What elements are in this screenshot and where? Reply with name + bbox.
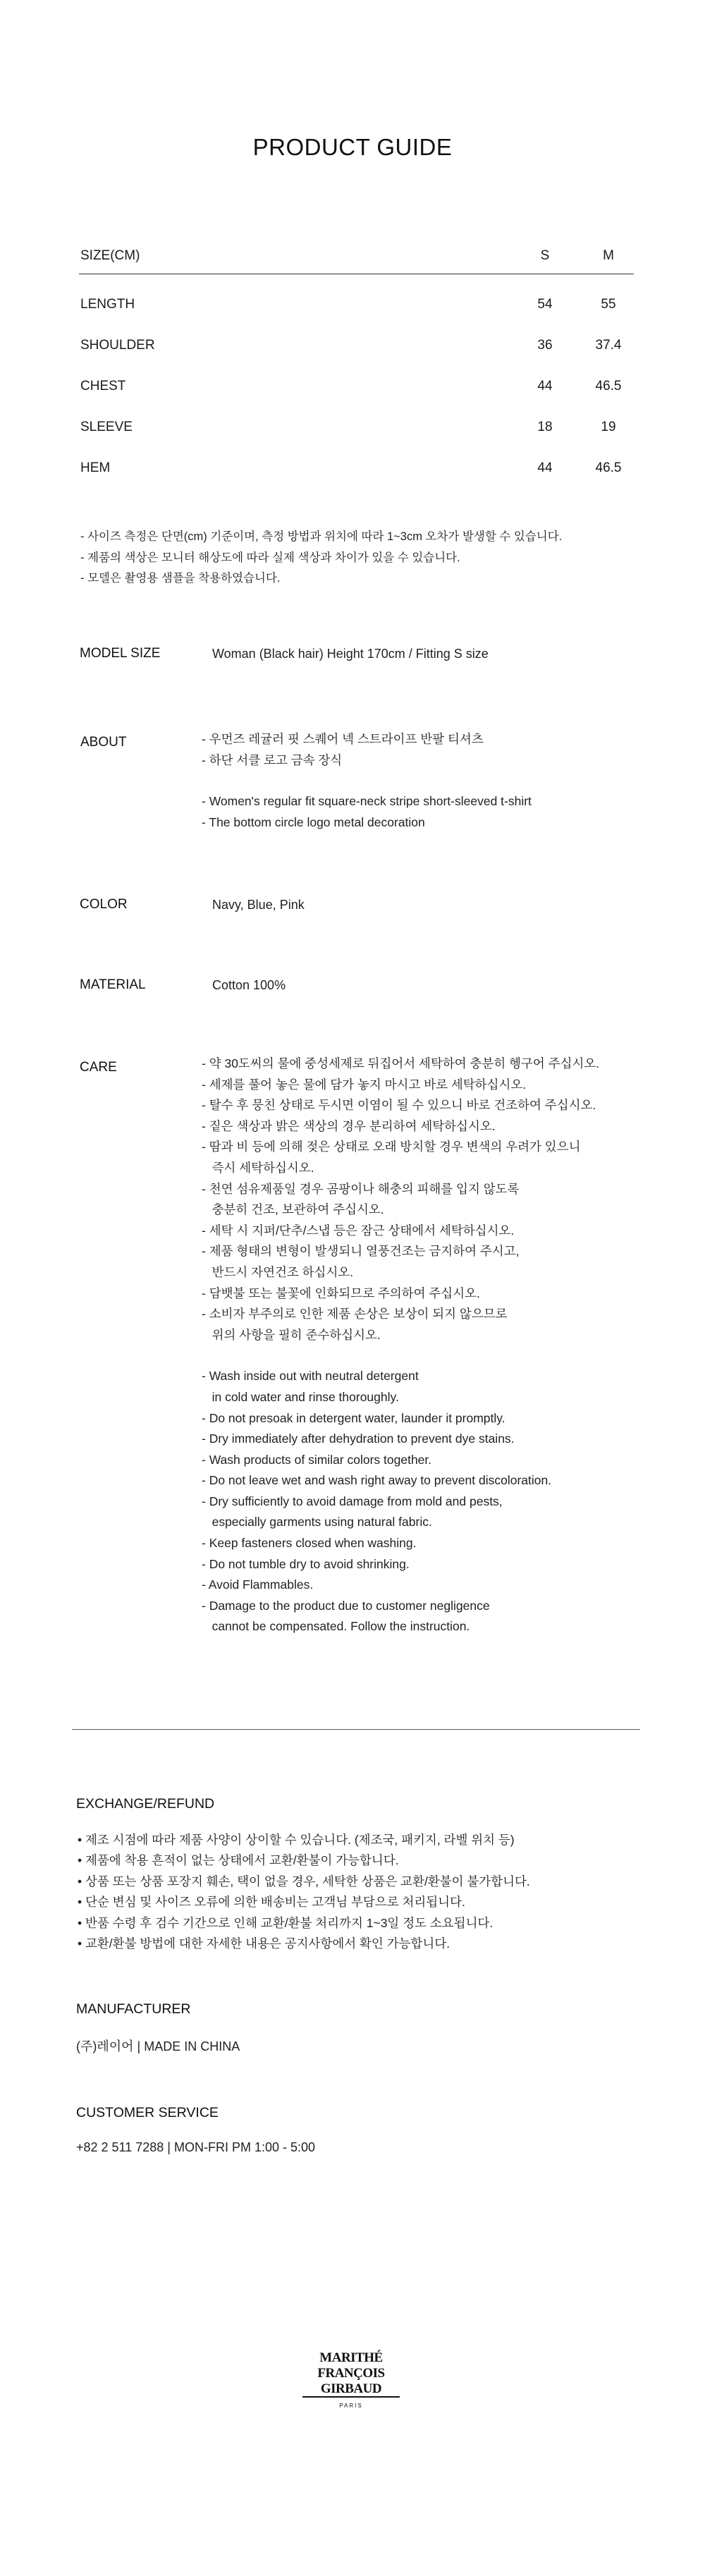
row-label: SHOULDER <box>80 338 155 353</box>
about-line: - Women's regular fit square-neck stripe short-sleeved t-shirt <box>202 794 532 809</box>
care-line: 반드시 자연건조 하십시오. <box>202 1264 354 1279</box>
about-line: - 우먼즈 레귤러 핏 스퀘어 넥 스트라이프 반팔 티셔츠 <box>202 732 484 746</box>
material-label: MATERIAL <box>80 977 146 992</box>
care-line: - Do not leave wet and wash right away to prevent discoloration. <box>202 1473 552 1488</box>
note-line: - 모델은 촬영용 샘플을 착용하였습니다. <box>80 572 281 585</box>
care-line: - Avoid Flammables. <box>202 1577 314 1592</box>
spacer <box>202 771 532 791</box>
list-item: • 제조 시점에 따라 제품 사양이 상이할 수 있습니다. (제조국, 패키지, 라벨 위치 등) <box>78 1833 515 1847</box>
logo-line-3: GIRBAUD <box>320 2381 382 2396</box>
page-title: PRODUCT GUIDE <box>252 134 453 160</box>
manufacturer-value: (주)레이어 | MADE IN CHINA <box>76 2039 240 2053</box>
model-size-label: MODEL SIZE <box>80 646 161 661</box>
list-item: • 상품 또는 상품 포장지 훼손, 택이 없을 경우, 세탁한 상품은 교환/환불이 불가합니다. <box>78 1874 530 1888</box>
care-line: - 짙은 색상과 밝은 색상의 경우 분리하여 세탁하십시오. <box>202 1118 496 1133</box>
care-line: 즉시 세탁하십시오. <box>202 1160 314 1175</box>
row-s-value: 44 <box>537 460 553 475</box>
care-line: especially garments using natural fabric. <box>202 1515 432 1530</box>
care-line: - Do not tumble dry to avoid shrinking. <box>202 1556 410 1571</box>
row-m-value: 46.5 <box>595 379 622 393</box>
table-row <box>79 407 634 448</box>
care-line: in cold water and rinse thoroughly. <box>202 1389 399 1404</box>
about-line: - The bottom circle logo metal decoration <box>202 814 425 829</box>
care-line: - 약 30도씨의 물에 중성세제로 뒤집어서 세탁하여 충분히 헹구어 주십시오. <box>202 1056 600 1070</box>
care-line: - Wash inside out with neutral detergent <box>202 1369 419 1384</box>
care-line: - Keep fasteners closed when washing. <box>202 1536 417 1551</box>
row-s-value: 44 <box>537 379 553 393</box>
row-label: LENGTH <box>80 297 135 312</box>
care-line: - Dry sufficiently to avoid damage from mold and pests, <box>202 1494 503 1508</box>
row-s-value: 36 <box>537 338 553 353</box>
care-line: 충분히 건조, 보관하여 주십시오. <box>202 1202 384 1217</box>
exchange-refund-heading: EXCHANGE/REFUND <box>76 1796 215 1812</box>
note-line: - 제품의 색상은 모니터 해상도에 따라 실제 색상과 차이가 있을 수 있습니다. <box>80 551 460 564</box>
care-line: - 제품 형태의 변형이 발생되니 열풍건조는 금지하여 주시고, <box>202 1244 520 1259</box>
row-m-value: 37.4 <box>595 338 622 353</box>
list-item: • 교환/환불 방법에 대한 자세한 내용은 공지사항에서 확인 가능합니다. <box>78 1936 450 1951</box>
row-s-value: 54 <box>537 297 553 312</box>
row-m-value: 19 <box>601 420 616 434</box>
care-line: - 탈수 후 뭉친 상태로 두시면 이염이 될 수 있으니 바로 건조하여 주십시오. <box>202 1098 596 1113</box>
manufacturer-heading: MANUFACTURER <box>76 2001 191 2017</box>
row-label: SLEEVE <box>80 420 133 434</box>
customer-service-value: +82 2 511 7288 | MON-FRI PM 1:00 - 5:00 <box>76 2140 316 2154</box>
row-label: CHEST <box>80 379 126 393</box>
material-value: Cotton 100% <box>212 978 286 992</box>
care-line: - 담뱃불 또는 불꽃에 인화되므로 주의하여 주십시오. <box>202 1286 480 1300</box>
table-row <box>79 325 634 366</box>
size-header-s: S <box>540 248 550 263</box>
size-notes <box>80 527 562 590</box>
about-text <box>202 729 532 833</box>
care-line: - Wash products of similar colors together. <box>202 1452 432 1467</box>
model-size-value: Woman (Black hair) Height 170cm / Fitting S size <box>212 647 489 661</box>
care-line: - Do not presoak in detergent water, launder it promptly. <box>202 1410 505 1425</box>
row-s-value: 18 <box>537 420 553 434</box>
table-row <box>79 366 634 407</box>
care-text <box>202 1054 599 1637</box>
care-line: - 천연 섬유제품일 경우 곰팡이나 해충의 피해를 입지 않도록 <box>202 1181 520 1196</box>
about-line: - 하단 서클 로고 금속 장식 <box>202 752 343 767</box>
care-line: - 세제를 풀어 놓은 물에 담가 놓지 마시고 바로 세탁하십시오. <box>202 1077 527 1092</box>
color-value: Navy, Blue, Pink <box>212 898 305 912</box>
list-item: • 제품에 착용 흔적이 없는 상태에서 교환/환불이 가능합니다. <box>78 1853 399 1868</box>
logo-sub: PARIS <box>339 2403 363 2409</box>
care-label: CARE <box>80 1060 117 1075</box>
care-line: - Damage to the product due to customer negligence <box>202 1598 490 1613</box>
list-item: • 단순 변심 및 사이즈 오류에 의한 배송비는 고객님 부담으로 처리됩니다. <box>78 1895 465 1910</box>
about-label: ABOUT <box>80 735 127 750</box>
section-divider <box>72 1729 640 1730</box>
care-line: - 땀과 비 등에 의해 젖은 상태로 오래 방치할 경우 변색의 우려가 있으니 <box>202 1140 581 1154</box>
table-row <box>79 448 634 489</box>
table-row <box>79 284 634 325</box>
color-label: COLOR <box>80 897 128 912</box>
care-line: - 소비자 부주의로 인한 제품 손상은 보상이 되지 않으므로 <box>202 1307 508 1321</box>
care-line: - 세탁 시 지퍼/단추/스냅 등은 잠근 상태에서 세탁하십시오. <box>202 1223 515 1238</box>
customer-service-heading: CUSTOMER SERVICE <box>76 2105 219 2120</box>
size-header-m: M <box>603 248 614 263</box>
row-label: HEM <box>80 460 111 475</box>
exchange-refund-list <box>78 1830 530 1954</box>
size-table-header <box>79 248 634 274</box>
care-line: cannot be compensated. Follow the instruction. <box>202 1619 470 1634</box>
logo-line-2: FRANÇOIS <box>317 2366 385 2381</box>
care-line: - Dry immediately after dehydration to prevent dye stains. <box>202 1432 515 1446</box>
row-m-value: 46.5 <box>595 460 622 475</box>
size-header-label: SIZE(CM) <box>80 248 140 263</box>
care-line: 위의 사항을 필히 준수하십시오. <box>202 1327 381 1342</box>
row-m-value: 55 <box>601 297 616 312</box>
list-item: • 반품 수령 후 검수 기간으로 인해 교환/환불 처리까지 1~3일 정도 소요됩니다. <box>78 1915 494 1930</box>
size-table <box>79 248 634 489</box>
note-line: - 사이즈 측정은 단면(cm) 기준이며, 측정 방법과 위치에 따라 1~3cm 오차가 발생할 수 있습니다. <box>80 530 563 543</box>
brand-logo <box>298 2343 404 2417</box>
logo-line-1: MARITHÉ <box>319 2350 383 2365</box>
spacer <box>202 1345 599 1366</box>
